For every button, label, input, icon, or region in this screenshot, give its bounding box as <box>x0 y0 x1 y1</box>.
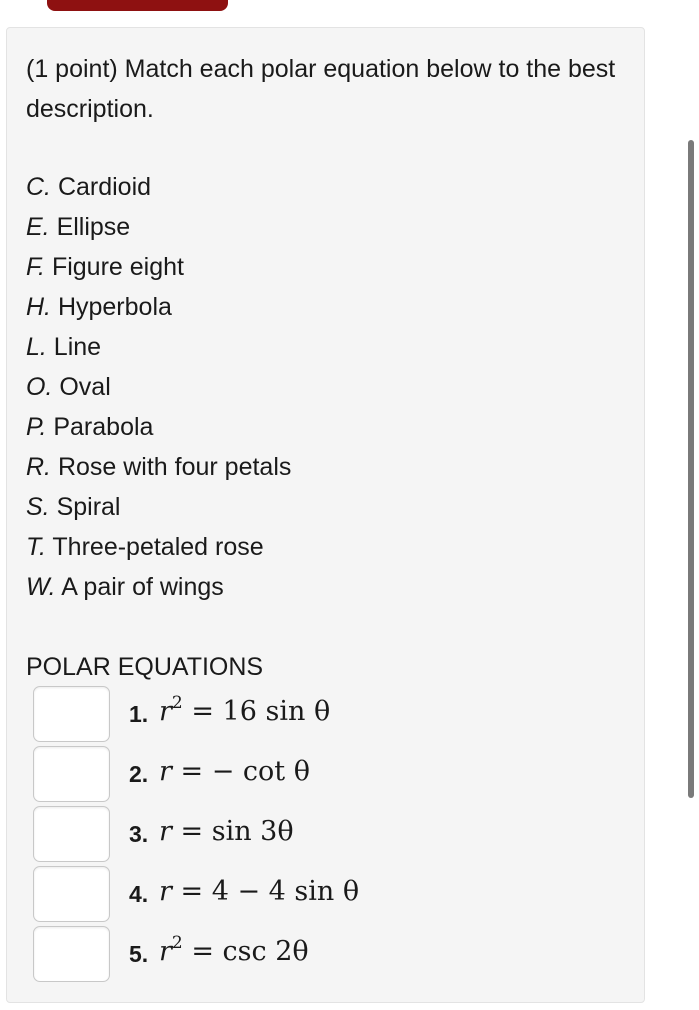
description-list <box>26 167 291 607</box>
choice-ellipse <box>26 207 291 247</box>
equation-variable: r <box>159 756 172 787</box>
choice-letter: L. <box>26 333 47 361</box>
equation-number: 3. <box>129 821 149 847</box>
choice-letter: C. <box>26 173 51 201</box>
equation-number: 5. <box>129 941 149 967</box>
equation-math <box>159 934 309 970</box>
equation-rhs: = − cot θ <box>171 756 310 787</box>
equation-math <box>159 874 359 910</box>
equation-row-3 <box>33 806 613 864</box>
equation-row-1 <box>33 686 613 744</box>
equation-variable: r <box>159 876 172 907</box>
problem-prompt: (1 point) Match each polar equation below to the best description. <box>26 55 616 123</box>
choice-letter: F. <box>26 253 45 281</box>
choice-oval <box>26 367 291 407</box>
equation-rhs: = 4 − 4 sin θ <box>171 876 360 907</box>
choice-spiral <box>26 487 291 527</box>
equation-variable: r <box>159 696 172 727</box>
equation-rhs: = 16 sin θ <box>182 696 331 727</box>
choice-text: Rose with four petals <box>51 453 292 481</box>
equation-row-4 <box>33 866 613 924</box>
choice-letter: E. <box>26 213 50 241</box>
choice-letter: P. <box>26 413 47 441</box>
equation-variable: r <box>159 936 172 967</box>
choice-figure-eight <box>26 247 291 287</box>
choice-text: Parabola <box>46 413 154 441</box>
answer-input-3[interactable] <box>33 806 110 862</box>
choice-cardioid <box>26 167 291 207</box>
choice-letter: H. <box>26 293 51 321</box>
equation-row-5 <box>33 926 613 984</box>
equation-math <box>159 814 294 850</box>
choice-letter: W. <box>26 573 56 601</box>
equation-math <box>159 694 330 730</box>
choice-letter: R. <box>26 453 51 481</box>
choice-pair-of-wings <box>26 567 291 607</box>
choice-text: Cardioid <box>51 173 152 201</box>
top-red-button[interactable] <box>47 0 228 11</box>
choice-text: Hyperbola <box>51 293 172 321</box>
choice-text: Ellipse <box>49 213 131 241</box>
choice-parabola <box>26 407 291 447</box>
equation-exponent: 2 <box>171 933 183 953</box>
choice-letter: O. <box>26 373 53 401</box>
choice-line <box>26 327 291 367</box>
equations-section-title: POLAR EQUATIONS <box>26 653 264 681</box>
equation-variable: r <box>159 816 172 847</box>
choice-letter: T. <box>26 533 46 561</box>
equation-number: 4. <box>129 881 149 907</box>
choice-text: Spiral <box>49 493 121 521</box>
answer-input-2[interactable] <box>33 746 110 802</box>
equation-exponent: 2 <box>171 693 183 713</box>
equation-row-2 <box>33 746 613 804</box>
equation-rhs: = csc 2θ <box>182 936 309 967</box>
vertical-scrollbar[interactable] <box>688 140 694 798</box>
answer-input-4[interactable] <box>33 866 110 922</box>
choice-text: Three-petaled rose <box>45 533 264 561</box>
equation-math <box>159 754 310 790</box>
equation-number: 2. <box>129 761 149 787</box>
choice-letter: S. <box>26 493 50 521</box>
problem-card <box>6 27 645 1003</box>
choice-text: Figure eight <box>45 253 184 281</box>
equation-rhs: = sin 3θ <box>171 816 294 847</box>
answer-input-5[interactable] <box>33 926 110 982</box>
choice-text: A pair of wings <box>55 573 224 601</box>
choice-hyperbola <box>26 287 291 327</box>
choice-text: Oval <box>52 373 111 401</box>
choice-three-petaled-rose <box>26 527 291 567</box>
equation-number: 1. <box>129 701 149 727</box>
answer-input-1[interactable] <box>33 686 110 742</box>
choice-text: Line <box>46 333 102 361</box>
choice-rose-four-petals <box>26 447 291 487</box>
